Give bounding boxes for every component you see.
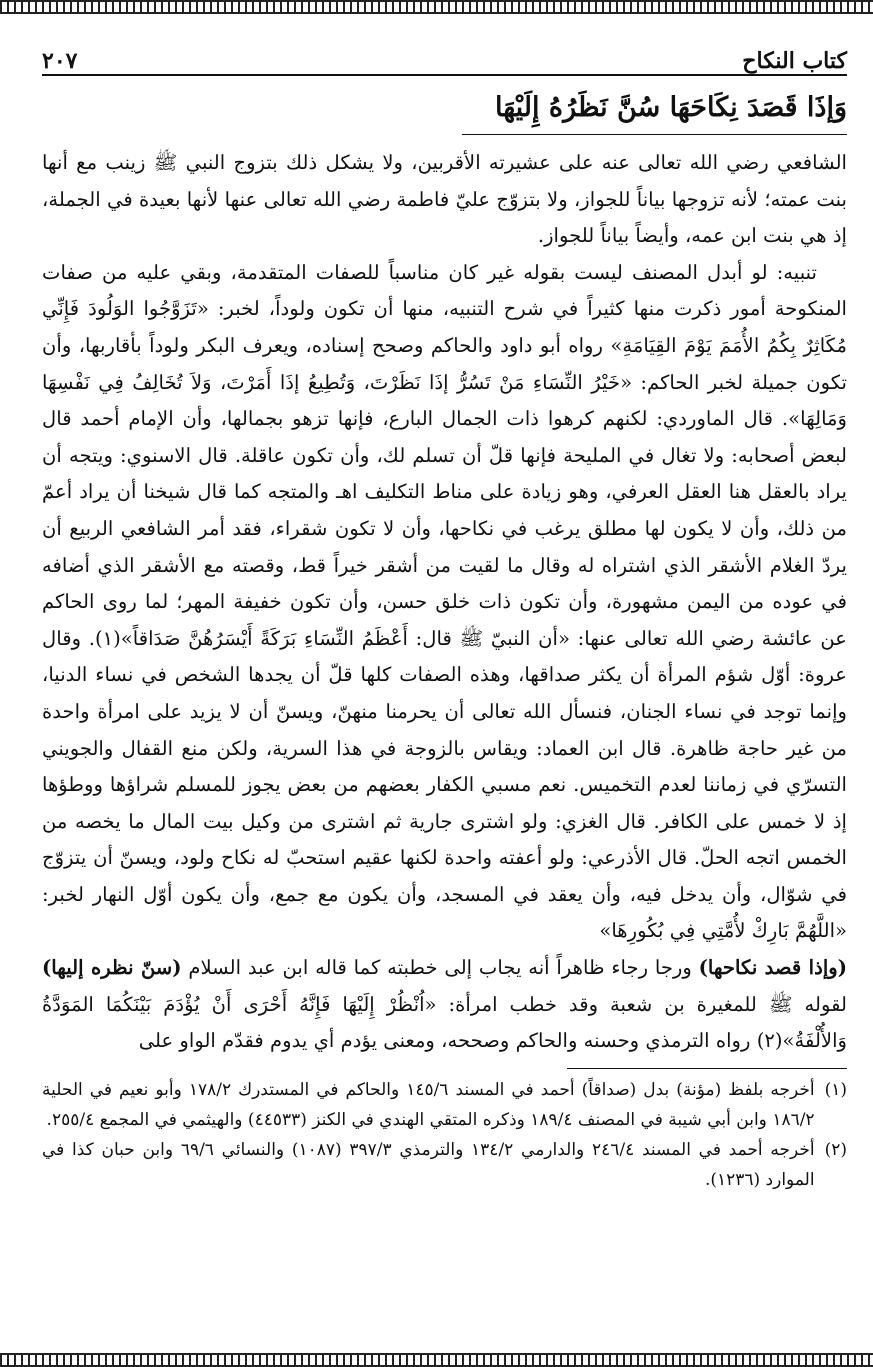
footnote-number: (١) [824, 1079, 847, 1100]
footnote-text: أخرجه أحمد في المسند ٢٤٦/٤ والدارمي ١٣٤/٢ والترمذي ٣٩٧/٣ (١٠٨٧) والنسائي ٦٩/٦ وابن حبان كذا في الموارد (١٢٣٦). [42, 1139, 815, 1190]
page-number: ٢٠٧ [42, 48, 78, 74]
footnote-1 [42, 1075, 847, 1135]
running-head [42, 34, 847, 76]
commentary-text-1: ورجا رجاء ظاهراً أنه يجاب إلى خطبته كما قاله ابن عبد السلام [181, 956, 699, 980]
footnote-divider [567, 1068, 847, 1069]
paragraph-1: الشافعي رضي الله تعالى عنه على عشيرته الأقربين، ولا يشكل ذلك بتزوج النبي ﷺ زينب مع أنها بنت عمته؛ لأنه تزوجها بياناً للجواز، ولا بتزوّج عليّ فاطمة رضي الله تعالى عنها لأنها بعيدة في الجملة، إذ هي بنت ابن عمه، وأيضاً بياناً للجواز. [42, 151, 847, 248]
matn-heading: وَإذَا قَصَدَ نِكَاحَهَا سُنَّ نَظَرُهُ إِلَيْهَا [462, 90, 847, 135]
paragraph-2: تنبيه: لو أبدل المصنف ليست بقوله غير كان مناسباً للصفات المتقدمة، وبقي عليه من صفات المنكوحة أمور ذكرت منها كثيراً في شرح التنبيه، منها أن تكون ولوداً، لخبر: «تَزَوَّجُوا الوَلُودَ فَإِنِّي مُكَاثِرٌ بِكُمُ الأُمَمَ يَوْمَ القِيَامَةِ» رواه أبو داود والحاكم وصحح إسناده، ويعرف البكر ولوداً بأقاربها، وأن تكون جميلة لخبر الحاكم: «خَيْرُ النِّسَاءِ مَنْ تَسُرُّ إذَا نَظَرْتَ، وَتُطِيعُ إذَا أَمَرْتَ، وَلاَ تُخَالِفُ فِي نَفْسِهَا وَمَالِهَا». قال الماوردي: لكنهم كرهوا ذات الجمال البارع، فإنها تزهو بجمالها، وأن الإمام أحمد قال لبعض أصحابه: ولا تغال في المليحة فإنها قلّ أن تسلم لك، وأن تكون عاقلة. قال الاسنوي: ويتجه أن يراد بالعقل هنا العقل العرفي، وهو زيادة على مناط التكليف اهـ والمتجه كما قال شيخنا أن يراد أعمّ من ذلك، وأن لا يكون لها مطلق يرغب في نكاحها، وأن لا تكون شقراء، فقد أمر الشافعي الربيع أن يردّ الغلام الأشقر الذي اشتراه له وقال ما لقيت من أشقر خيراً قط، وقصته مع الأشقر الذي أضافه في عوده من اليمن مشهورة، وأن تكون ذات خلق حسن، وأن تكون خفيفة المهر؛ لما روى الحاكم عن عائشة رضي الله تعالى عنها: «أن النبيّ ﷺ قال: أَعْظَمُ النِّسَاءِ بَرَكَةً أَيْسَرُهُنَّ صَدَاقاً»(١). وقال عروة: أوّل شؤم المرأة أن يكثر صداقها، وهذه الصفات كلها قلّ أن يجدها الشخص في نساء الدنيا، وإنما توجد في نساء الجنان، فنسأل الله تعالى أن يحرمنا منهنّ، ويسنّ أن لا يزيد على امرأة واحدة من غير حاجة ظاهرة. قال ابن العماد: ويقاس بالزوجة في هذا السرية، ولكن منع القفال والجويني التسرّي في زماننا لعدم التخميس. نعم مسبي الكفار بعضهم من بعض يجوز للمسلم شراؤها ووطؤها إذ لا خمس على الكافر. قال الغزي: ولو اشترى جارية ثم اشترى من وكيل بيت المال ما يخصه من الخمس اتجه الحلّ. قال الأذرعي: ولو أعفته واحدة لكنها عقيم استحبّ له نكاح ولود، ويسنّ أن يتزوّج في شوّال، وأن يدخل فيه، وأن يعقد في المسجد، وأن يكون مع جمع، وأن يكون أوّل النهار لخبر: «اللَّهُمَّ بَارِكْ لأُمَّتِي فِي بُكُورِهَا» [42, 260, 847, 943]
chapter-title: كتاب النكاح [742, 48, 847, 74]
matn-quote-1: (وإذا قصد نكاحها) [698, 956, 848, 980]
footnote-text: أخرجه بلفظ (مؤنة) بدل (صداقاً) أحمد في المسند ١٤٥/٦ والحاكم في المستدرك ١٧٨/٢ وأبو نعيم في الحلية ١٨٦/٢ وابن أبي شيبة في المصنف ١٨٩/٤ وذكره المتقي الهندي في الكنز (٤٤٥٣٣) والهيثمي في المجمع ٢٥٥/٤. [42, 1079, 815, 1130]
commentary-text-2: لقوله ﷺ للمغيرة بن شعبة وقد خطب امرأة: «اُنْظُرْ إِلَيْهَا فَإِنَّهُ أَحْرَى أَنْ يُؤْدَمَ بَيْنَكُمَا المَوَدَّةُ وَالأُلْفَةُ»(٢) رواه الترمذي وحسنه والحاكم وصححه، ومعنى يؤدم أي يدوم فقدّم الواو على [42, 992, 847, 1053]
matn-quote-2: (سنّ نظره إليها) [42, 956, 182, 980]
footnote-number: (٢) [824, 1139, 847, 1160]
body-text [42, 145, 847, 1060]
paragraph-3 [42, 950, 847, 1060]
footnotes [42, 1075, 847, 1195]
page [42, 34, 847, 1337]
bottom-ornamental-border [0, 1353, 873, 1367]
footnote-2 [42, 1135, 847, 1195]
top-ornamental-border [0, 0, 873, 14]
